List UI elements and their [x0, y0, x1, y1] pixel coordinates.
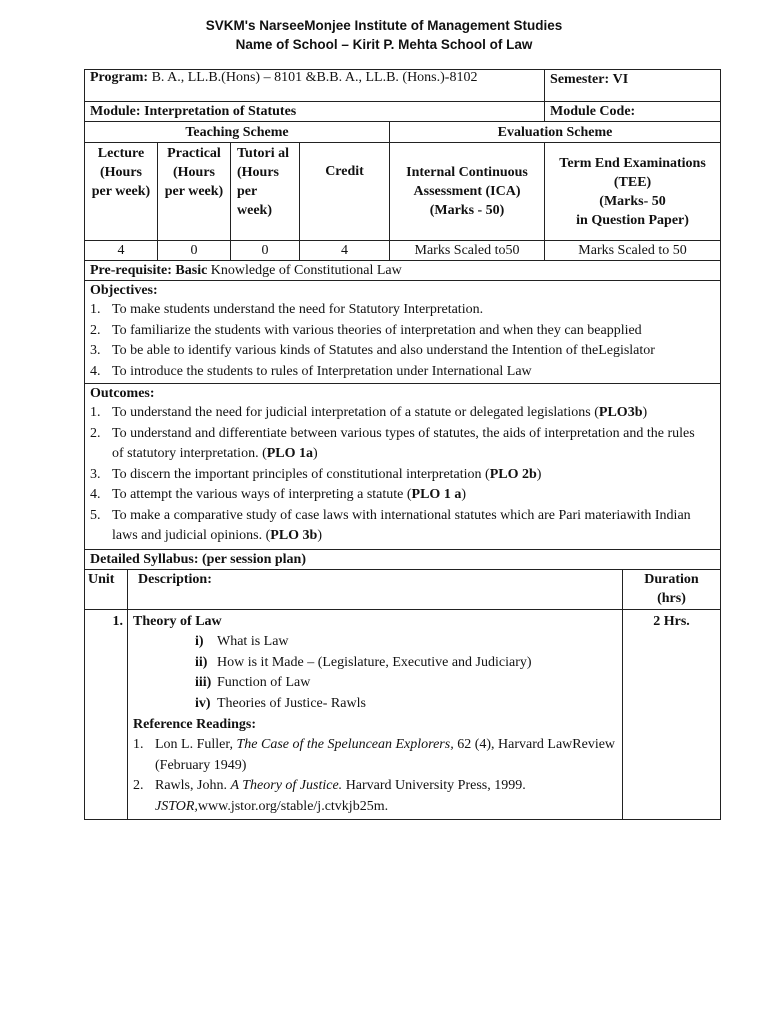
module-row	[85, 102, 721, 122]
document-header	[0, 16, 768, 54]
semester-cell	[545, 70, 721, 102]
school-name: Name of School – Kirit P. Mehta School of Law	[235, 37, 533, 52]
subitem: ii) How is it Made – (Legislature, Executive and Judiciary)	[195, 654, 532, 670]
syllabus-table	[84, 569, 721, 821]
reference-readings-heading: Reference Readings:	[133, 717, 256, 732]
practical-header: Practical (Hours per week)	[158, 143, 231, 241]
scheme-columns-row	[85, 143, 721, 241]
program-row	[85, 70, 721, 102]
lecture-value: 4	[85, 241, 158, 261]
list-item: 2. To understand and differentiate between various types of statutes, the aids of interpretation and the rules of statutory interpretation. (PLO 1a)	[90, 425, 695, 461]
evaluation-scheme-heading: Evaluation Scheme	[390, 122, 721, 143]
table-row	[85, 609, 721, 820]
unit-column-header: Unit	[85, 569, 128, 609]
scheme-heading-row	[85, 122, 721, 143]
practical-value: 0	[158, 241, 231, 261]
syllabus-heading-cell	[85, 549, 721, 569]
outcomes-row	[85, 384, 721, 550]
module-code-label: Module Code:	[550, 104, 636, 119]
program-label: Program:	[90, 70, 149, 85]
program-value: B. A., LL.B.(Hons) – 8101 &B.B. A., LL.B. (Hons.)-8102	[151, 70, 478, 85]
subitem: iii) Function of Law	[195, 675, 311, 690]
description-column-header: Description:	[128, 569, 623, 609]
prerequisite-cell	[85, 261, 721, 281]
tutorial-value: 0	[231, 241, 300, 261]
reference-list	[133, 735, 617, 817]
semester-label: Semester:	[550, 72, 610, 87]
credit-header: Credit	[300, 143, 390, 241]
prerequisite-bold-word: Basic	[175, 263, 208, 278]
unit-number: 1.	[85, 609, 128, 820]
prerequisite-label: Pre-requisite:	[90, 263, 172, 278]
list-item: 4. To attempt the various ways of interpreting a statute (PLO 1 a)	[90, 487, 466, 502]
teaching-scheme-heading: Teaching Scheme	[85, 122, 390, 143]
credit-value: 4	[300, 241, 390, 261]
prerequisite-row	[85, 261, 721, 281]
list-item: 2. Rawls, John. A Theory of Justice. Harvard University Press, 1999. JSTOR,www.jstor.org/stable/j.ctvkjb25m.	[133, 778, 526, 814]
list-item: 2. To familiarize the students with various theories of interpretation and when they can beapplied	[90, 322, 642, 338]
ica-header: Internal Continuous Assessment (ICA) (Marks - 50)	[390, 143, 545, 241]
tee-header	[545, 143, 721, 241]
ica-value: Marks Scaled to50	[390, 241, 545, 261]
list-item: 1. Lon L. Fuller, The Case of the Speluncean Explorers, 62 (4), Harvard LawReview (February 1949)	[133, 737, 616, 773]
tee-header-line2: (Marks- 50	[599, 194, 666, 209]
module-label: Module:	[90, 104, 141, 119]
semester-value: VI	[612, 72, 629, 87]
tutorial-header: Tutori al (Hours per week)	[231, 143, 300, 241]
list-item: 3. To discern the important principles of constitutional interpretation (PLO 2b)	[90, 466, 542, 482]
scheme-values-row	[85, 241, 721, 261]
institute-name: SVKM's NarseeMonjee Institute of Management Studies	[205, 18, 563, 33]
list-item: 4. To introduce the students to rules of Interpretation under International Law	[90, 363, 532, 379]
prerequisite-text: Knowledge of Constitutional Law	[210, 263, 402, 278]
tee-header-line3: in Question Paper)	[576, 213, 689, 228]
module-code-cell	[545, 102, 721, 122]
syllabus-heading-row	[85, 549, 721, 569]
list-item: 1. To make students understand the need for Statutory Interpretation.	[90, 302, 484, 317]
objectives-row	[85, 281, 721, 384]
syllabus-header-row	[85, 569, 721, 609]
list-item: 1. To understand the need for judicial interpretation of a statute or delegated legislations (PLO3b)	[90, 405, 648, 420]
unit-description	[128, 609, 623, 820]
syllabus-heading: Detailed Syllabus: (per session plan)	[90, 551, 306, 567]
module-value: Interpretation of Statutes	[144, 104, 297, 119]
list-item: 5. To make a comparative study of case laws with international statutes which are Pari materiawith Indian laws and judicial opinions. (PLO 3b)	[90, 507, 691, 543]
objectives-list	[90, 300, 715, 382]
unit-duration: 2 Hrs.	[623, 609, 721, 820]
module-cell	[85, 102, 545, 122]
module-info-table	[84, 69, 721, 570]
program-cell	[85, 70, 545, 102]
duration-column-header: Duration (hrs)	[623, 569, 721, 609]
objectives-cell	[85, 281, 721, 384]
outcomes-list	[90, 403, 706, 547]
objectives-heading: Objectives:	[90, 283, 158, 298]
subitem: i) What is Law	[195, 634, 289, 649]
unit-title: Theory of Law	[133, 613, 222, 629]
tee-header-line1: Term End Examinations (TEE)	[559, 156, 706, 190]
subitem: iv) Theories of Justice- Rawls	[195, 695, 366, 711]
outcomes-cell	[85, 384, 721, 550]
tee-value: Marks Scaled to 50	[545, 241, 721, 261]
lecture-header: Lecture (Hours per week)	[85, 143, 158, 241]
list-item: 3. To be able to identify various kinds of Statutes and also understand the Intention of theLegislator	[90, 343, 655, 358]
outcomes-heading: Outcomes:	[90, 386, 155, 401]
